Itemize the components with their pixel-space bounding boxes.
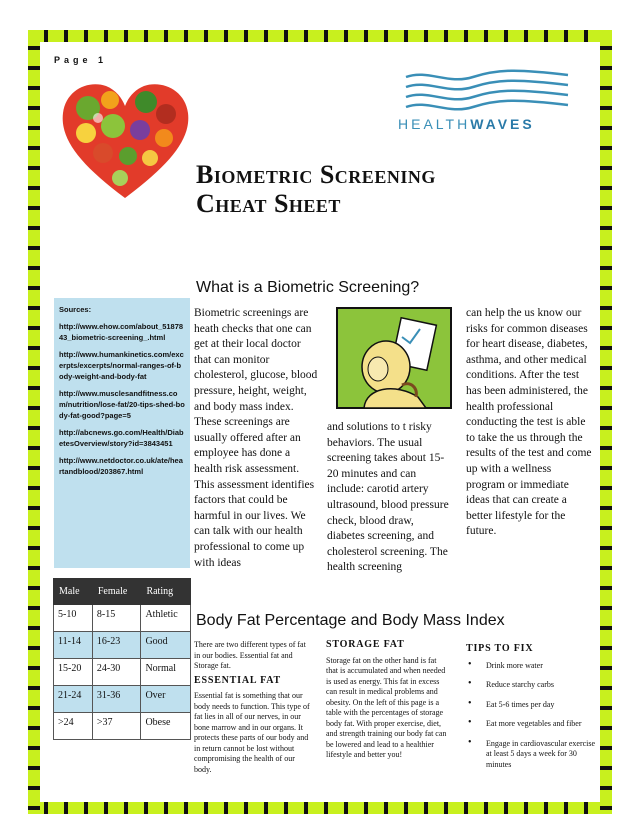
table-cell: 11-14 (54, 632, 93, 659)
table-row (54, 713, 191, 740)
page-border-top (28, 30, 612, 42)
body-column-2: and solutions to t risky behaviors. The usual screening takes about 15-20 minutes and can include: carotid artery ultrasound, blood pressure check, blood draw, diabetes screening, and cholesterol screening. The health screening (327, 421, 449, 574)
sources-heading: Sources: (59, 305, 92, 314)
storage-fat-text: Storage fat on the other hand is fat that is accumulated and when needed is used as energy. This fat in excess can result in medical problems and obesity. On the left of this page is a table with the percentages of storage body fat. With proper exercise, diet, and strength training our body fat can be lowered and lead to a healthier lifestyle and better you! (326, 655, 447, 759)
source-link[interactable]: http://www.humankinetics.com/excerpts/excerpts/normal-ranges-of-body-weight-and-body-fat (59, 350, 184, 381)
tips-column (466, 640, 596, 779)
page-border-bottom (28, 802, 612, 814)
storage-fat-heading: STORAGE FAT (326, 639, 405, 650)
table-cell: >24 (54, 713, 93, 740)
table-row (54, 632, 191, 659)
doctor-clipboard-clipart (336, 307, 452, 409)
list-item: • Reduce starchy carbs (466, 680, 596, 691)
table-cell: 15-20 (54, 659, 93, 686)
table-cell: Athletic (141, 605, 191, 632)
list-item: • Eat 5-6 times per day (466, 700, 596, 711)
table-cell: 16-23 (92, 632, 141, 659)
table-cell: 5-10 (54, 605, 93, 632)
table-row (54, 659, 191, 686)
body-column-1: Biometric screenings are heath checks that one can get at their local doctor that can monitor cholesterol, glucose, blood pressure, height, weight, and body mass index. These screenings are usually offered after an employee has done a health risk assessment. This assessment identifies factors that could be harmful in our lives. We can talk with our health professional to come up with ideas (194, 307, 318, 569)
table-cell: Normal (141, 659, 191, 686)
body-fat-column-2 (326, 640, 450, 761)
section-heading-biometric: What is a Biometric Screening? (196, 279, 420, 296)
source-link[interactable]: http://abcnews.go.com/Health/DiabetesOverview/story?id=3843451 (59, 428, 184, 448)
table-cell: Obese (141, 713, 191, 740)
list-item: • Engage in cardiovascular exercise at least 5 days a week for 30 minutes (466, 739, 596, 771)
table-cell: 31-36 (92, 686, 141, 713)
essential-fat-text: Essential fat is something that our body needs to function. This type of fat lies in all of our nerves, in our bone marrow and in our organs. It protects these parts of our body and in return cannot be lost without compromising the health of our body. (194, 691, 310, 774)
vegetable-heart-image (58, 78, 193, 203)
table-header-male: Male (54, 579, 93, 605)
page-label: Page 1 (54, 55, 108, 65)
tips-heading: TIPS TO FIX (466, 643, 534, 654)
table-cell: 24-30 (92, 659, 141, 686)
table-cell: 8-15 (92, 605, 141, 632)
table-cell: Over (141, 686, 191, 713)
source-link[interactable]: http://www.musclesandfitness.com/nutrition/lose-fat/20-tips-shed-body-fat-good?page=5 (59, 389, 185, 420)
tips-list (466, 661, 596, 771)
page-border-left (28, 30, 40, 814)
table-header-female: Female (92, 579, 141, 605)
list-item: • Eat more vegetables and fiber (466, 719, 596, 730)
source-link[interactable]: http://www.ehow.com/about_5187843_biometric-screening_.html (59, 322, 184, 342)
source-link[interactable]: http://www.netdoctor.co.uk/ate/heartandblood/203867.html (59, 456, 183, 476)
body-column-3: can help the us know our risks for common diseases for heart disease, diabetes, asthma, and other medical conditions. After the test has been administered, the health professional conducting the test is able to take the us through the results of the test and come up with a wellness program or immediate ideas that can create a better lifestyle for the future. (466, 307, 592, 538)
table-row (54, 686, 191, 713)
list-item: • Drink more water (466, 661, 596, 672)
table-cell: >37 (92, 713, 141, 740)
healthwaves-logo-text: HEALTHWAVES (398, 116, 535, 132)
table-cell: Good (141, 632, 191, 659)
table-cell: 21-24 (54, 686, 93, 713)
body-fat-column-1 (194, 640, 312, 775)
table-header-rating: Rating (141, 579, 191, 605)
page-border-right (600, 30, 612, 814)
sources-box (54, 298, 190, 568)
body-fat-rating-table (53, 578, 191, 740)
section-heading-body-fat: Body Fat Percentage and Body Mass Index (196, 612, 505, 629)
essential-fat-heading: ESSENTIAL FAT (194, 674, 282, 686)
table-header-row (54, 579, 191, 605)
document-title: Biometric Screening Cheat Sheet (196, 160, 436, 218)
table-row (54, 605, 191, 632)
body-fat-intro: There are two different types of fat in our bodies. Essential fat and Storage fat. (194, 640, 306, 670)
